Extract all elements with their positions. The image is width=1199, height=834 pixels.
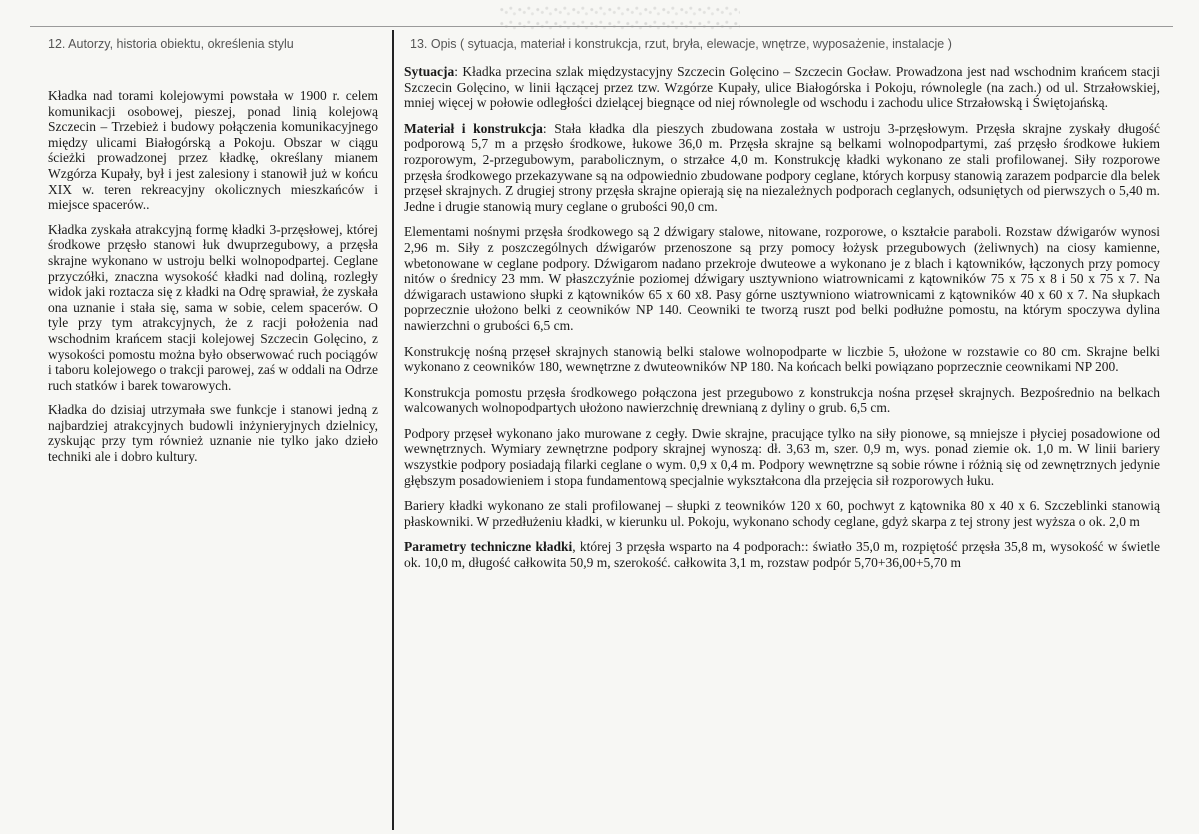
- description-paragraph: [404, 498, 1160, 529]
- description-paragraph: [404, 344, 1160, 375]
- right-column: [404, 64, 1160, 581]
- description-paragraph-material: [404, 121, 1160, 215]
- paragraph-text: Konstrukcja pomostu przęsła środkowego połączona jest przegubowo z konstrukcja nośna przęseł skrajnych. Bezpośrednio na belkach walcowanych wolnopodpartych ułożono nawierzchnię drewnianą z dyliny o grub. 6,5 cm.: [404, 384, 1160, 416]
- description-paragraph: [404, 224, 1160, 333]
- history-paragraph: Kładka do dzisiaj utrzymała swe funkcje i stanowi jedną z najbardziej atrakcyjnych budowli inżynieryjnych dzielnicy, zyskując przy tym również uznanie nie tylko jako dzieło techniki ale i dobro kultury.: [48, 402, 378, 465]
- paragraph-text: : Stała kładka dla pieszych zbudowana została w ustroju 3-przęsłowym. Przęsła skrajne zyskały długość podporową 5,7 m a przęsło środkowe, łukowe 36,0 m. Przęsła skrajne są belkami wolnopodpartymi, zaś przęsło środkowe łukiem rozporowym, 2-przegubowym, parabolicznym, o strzałce 4,0 m. Konstrukcję kładki wykonano ze stali profilowanej. Siły rozporowe przęsła środkowego przekazywane są na odpowiednio zbudowane podpory ceglane, których korpusy stanowią zarazem podparcie dla belek przęseł skrajnych. Z drugiej strony przęsła skrajne opierają się na niezależnych podporach ceglanych, odsuniętych od pierwszych o 5,40 m. Jedne i drugie stanowią mury ceglane o grubości 90,0 cm.: [404, 120, 1160, 214]
- description-paragraph: [404, 385, 1160, 416]
- paragraph-text: Bariery kładki wykonano ze stali profilowanej – słupki z teowników 120 x 60, pochwyt z kątownika 80 x 40 x 6. Szczeblinki stanowią płaskowniki. W przedłużeniu kładki, w kierunku ul. Pokoju, wykonano schody ceglane, gdyż skarpa z tej strony jest wyższa o ok. 2,0 m: [404, 498, 1160, 529]
- history-paragraph: Kładka nad torami kolejowymi powstała w 1900 r. celem komunikacji osobowej, pieszej, ponad linią kolejową Szczecin – Trzebież i budowy połączenia komunikacyjnego między ulicami Białogórską a Pokoju. Obszar w ciągu ścieżki prowadzonej przez kładkę, określany mianem Wzgórza Kupały, był i jest zalesiony i stanowił już w końcu XIX w. teren rekreacyjny okolicznych mieszkańców i miejsce spacerów..: [48, 88, 378, 213]
- history-paragraph: Kładka zyskała atrakcyjną formę kładki 3-przęsłowej, której środkowe przęsło stanowi łuk dwuprzegubowy, a przęsła skrajne wykonano w ustroju belki wolnopodpartej. Ceglane przyczółki, znaczna wysokość kładki nad doliną, rozległy widok jaki roztacza się z kładki na Odrę sprawiał, że zyskała ona uznanie i stała się, sama w sobie, celem spacerów. O tyle przy tym atrakcyjnych, że z racji położenia nad wschodnim krańcem stacji kolejowej Szczecin Golęcino, z wysokości pomostu można było obserwować ruch pociągów i taboru kolejowego o trakcji parowej, zaś w oddali na Odrze ruch statków i barek towarowych.: [48, 221, 378, 393]
- description-paragraph-situation: [404, 64, 1160, 111]
- column-divider: [392, 30, 394, 830]
- description-paragraph: [404, 426, 1160, 488]
- paragraph-text: Konstrukcję nośną przęseł skrajnych stanowią belki stalowe wolnopodparte w liczbie 5, ułożone w rozstawie co 80 cm. Skrajne belki wykonano z ceowników 180, wewnętrzne z dwuteowników NP 180. Na końcach belki powiązano poprzecznie ceownikami NP 200.: [404, 343, 1160, 375]
- section-13-heading: 13. Opis ( sytuacja, materiał i konstrukcja, rzut, bryła, elewacje, wnętrze, wyposażenie, instalacje ): [410, 37, 952, 51]
- top-rule: [30, 26, 1173, 27]
- paragraph-text: Elementami nośnymi przęsła środkowego są 2 dźwigary stalowe, nitowane, rozporowe, o kształcie paraboli. Rozstaw dźwigarów wynosi 2,96 m. Siły z poszczególnych dźwigarów przenoszone są przy pomocy łożysk przegubowych (żeliwnych) na ciosy kamienne, wbetonowane w ceglane podpory. Dźwigarom nadano przekroje dwuteowe a wykonano je z blach i kątowników, łączonych przy pomocy nitów o średnicy 23 mm. W płaszczyźnie poziomej dźwigary usztywniono wiatrownicami z kątowników 75 x 75 x 8 i 50 x 75 x 7. Na dźwigarach ustawiono słupki z kątowników 65 x 60 x8. Pasy górne usztywniono wiatrownicami z kątowników 40 x 60 x 7. Na słupkach poprzecznie ułożono belki z ceowników NP 140. Ceowniki te tworzą ruszt pod belki podłużne pomostu, na którym spoczywa dylina nawierzchni o grubości 6,5 cm.: [404, 224, 1160, 333]
- paragraph-text: Podpory przęseł wykonano jako murowane z cegły. Dwie skrajne, pracujące tylko na siły pionowe, są mniejsze i płyciej posadowione od wewnętrznych. Wymiary zewnętrzne podpory skrajnej wynoszą: dł. 3,63 m, szer. 0,9 m, wys. ponad ziemie ok. 1,0 m. W linii bariery wszystkie podpory posiadają filarki ceglane o wym. 0,9 x 0,4 m. Podpory wewnętrzne są sobie równe i różnią się od zewnętrznych jedynie głębszym posadowieniem i stopa fundamentową specjalnie wykształcona dla przejęcia sił rozporowych łuku.: [404, 425, 1160, 488]
- paragraph-text: : Kładka przecina szlak międzystacyjny Szczecin Golęcino – Szczecin Gocław. Prowadzona jest nad wschodnim krańcem stacji Szczecin Golęcino, w linii łączącej przez tzw. Wzgórze Kupały, ulice Białogórska i Pokoju, równolegle (na zach.) od ul. Strzałowskiej, mniej więcej w połowie odległości dzielącej biegnące od niej równolegle od wschodu i zachodu ulice Strzałowską i Świętojańską.: [404, 64, 1160, 111]
- paragraph-text: , której 3 przęsła wsparto na 4 podporach:: światło 35,0 m, rozpiętość przęsła 35,8 m, wysokość w świetle ok. 10,0 m, długość całkowita 50,9 m, szerokość. całkowita 3,1 m, rozstaw podpór 5,70+36,00+5,70 m: [404, 539, 1160, 571]
- paragraph-label: Materiał i konstrukcja: [404, 120, 543, 136]
- paragraph-label: Parametry techniczne kładki: [404, 539, 573, 555]
- paragraph-label: Sytuacja: [404, 64, 455, 79]
- description-paragraph-parameters: [404, 539, 1160, 570]
- scan-noise: [500, 4, 740, 34]
- left-column: [48, 88, 378, 474]
- section-12-heading: 12. Autorzy, historia obiektu, określenia stylu: [48, 37, 294, 51]
